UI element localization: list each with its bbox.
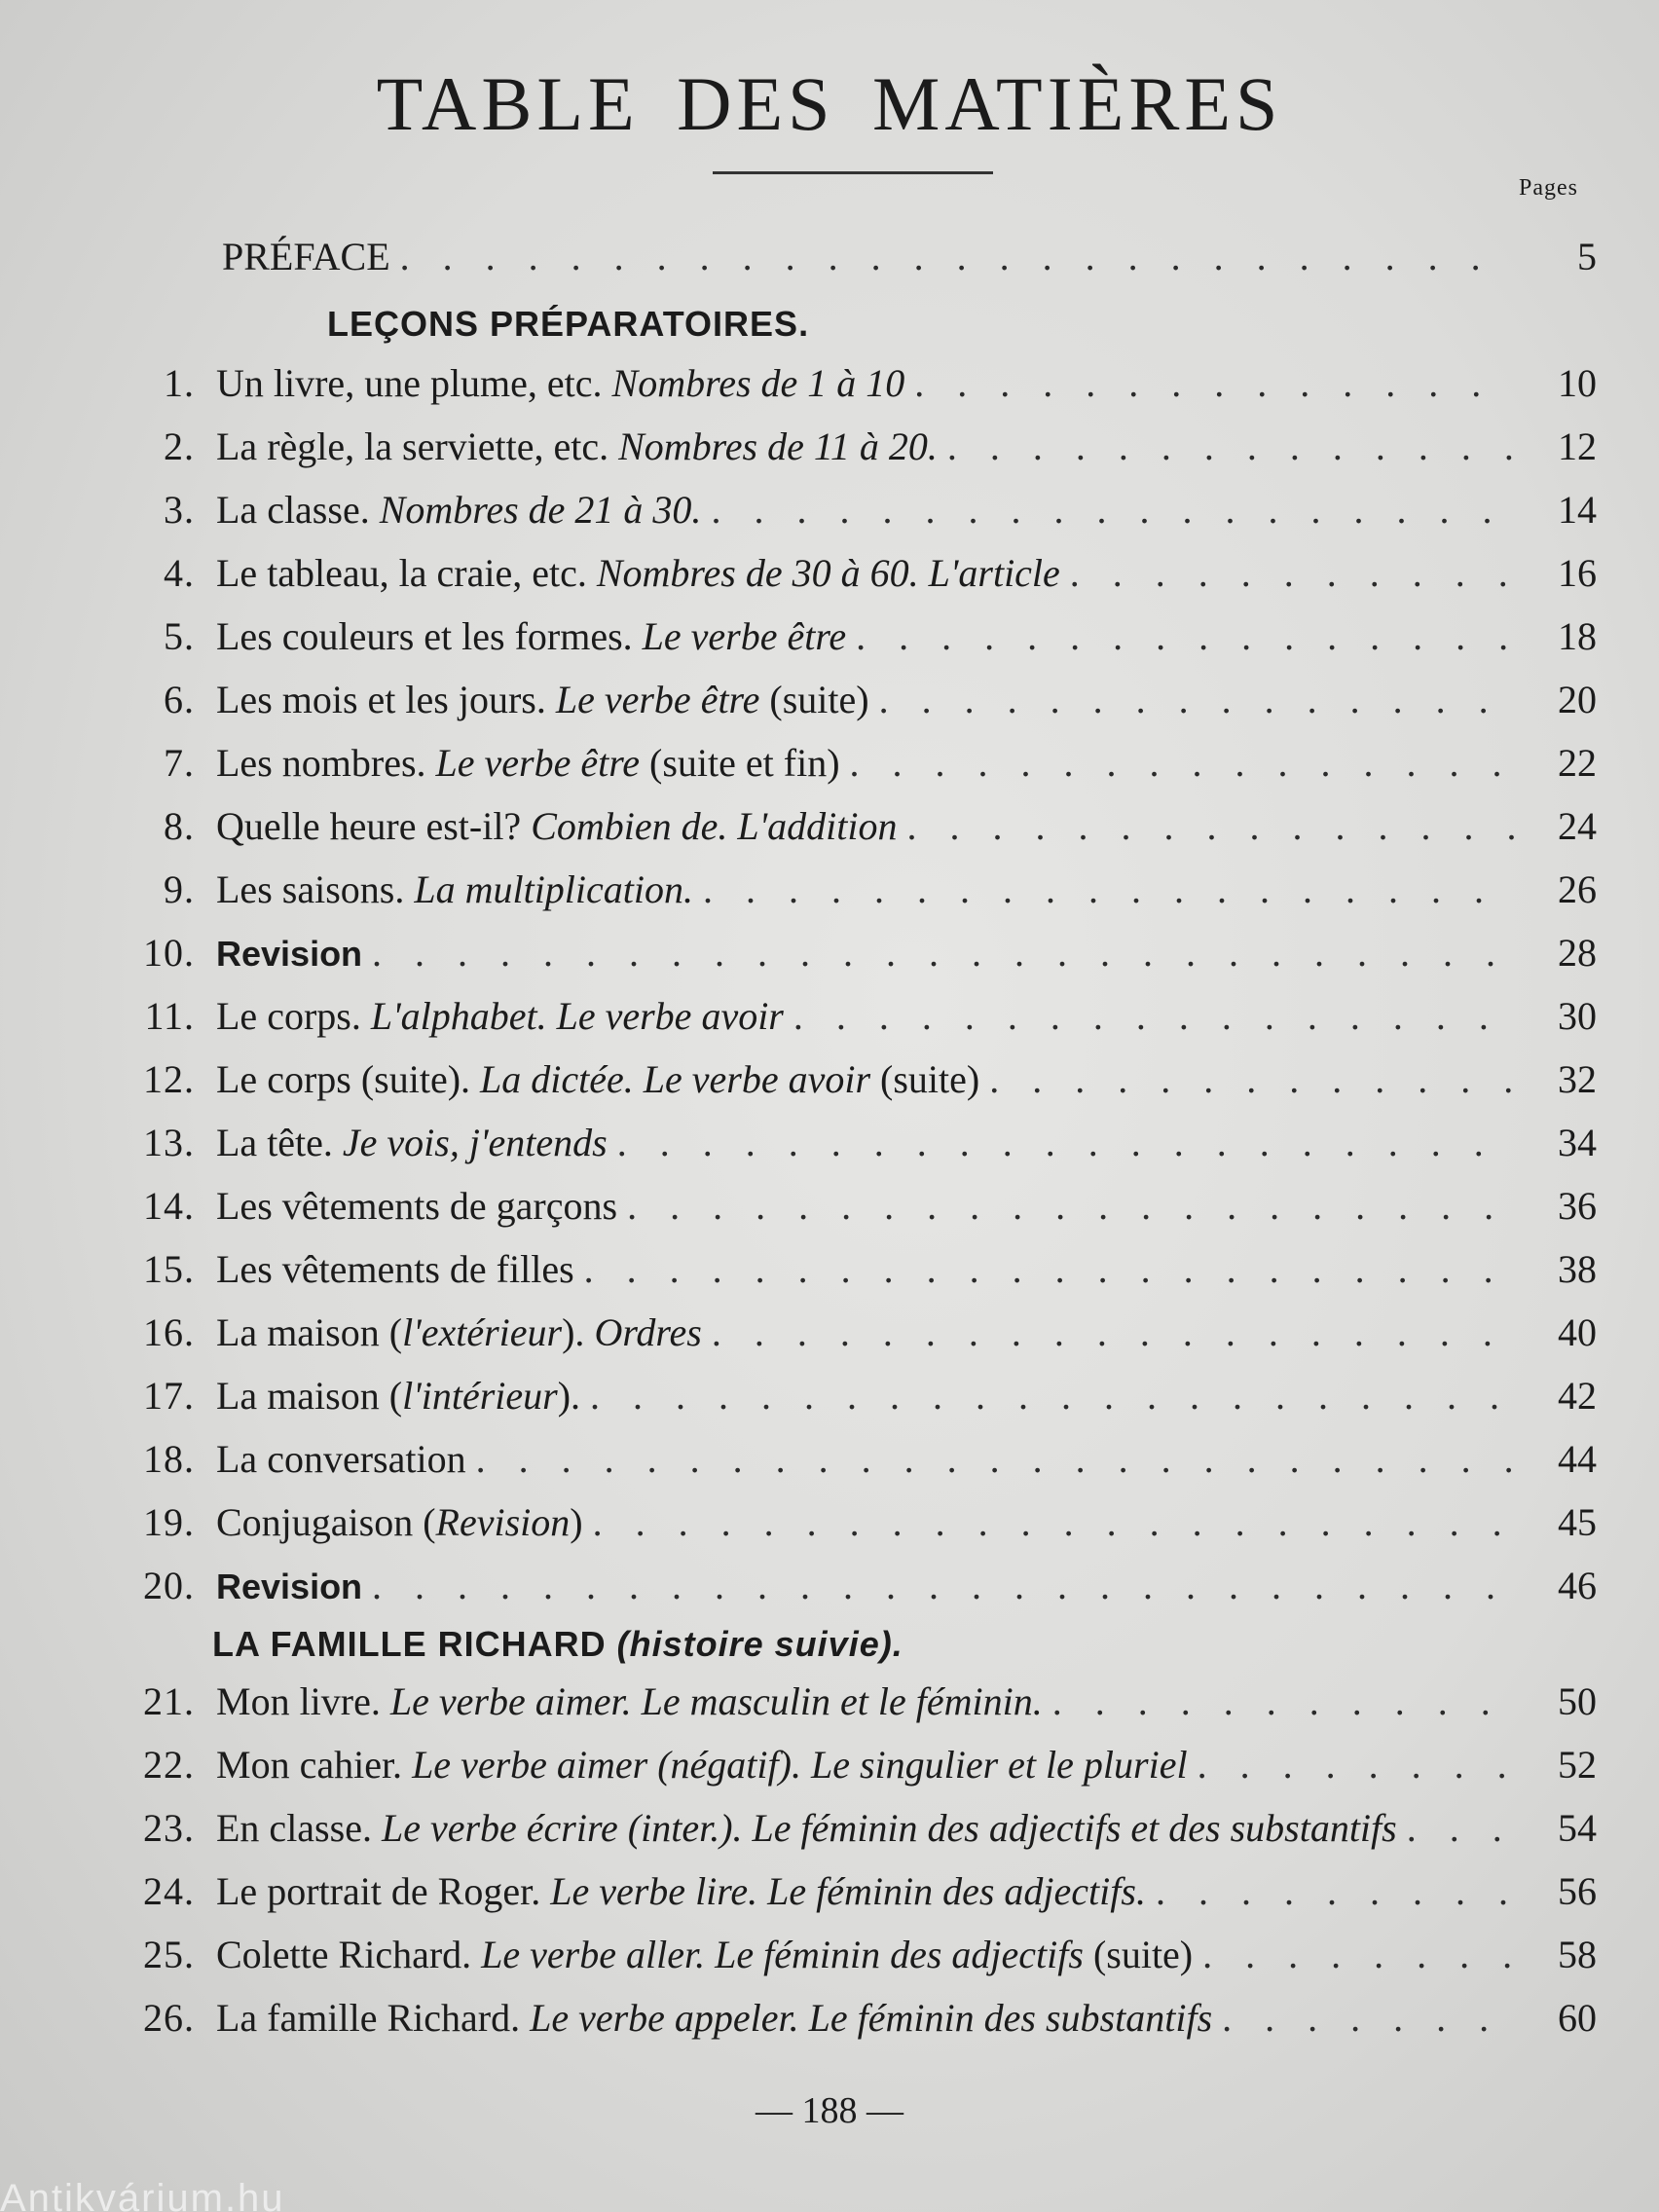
entry-title-text: Un livre, une plume, etc. bbox=[216, 361, 612, 405]
entry-title bbox=[216, 1805, 1397, 1851]
dot-leader bbox=[1156, 1868, 1515, 1914]
dot-leader bbox=[793, 993, 1515, 1039]
entry-number: 2. bbox=[164, 424, 195, 468]
entry-number: 20. bbox=[143, 1564, 195, 1607]
dot-leader bbox=[372, 930, 1515, 976]
entry-title bbox=[216, 993, 784, 1039]
entry-title-text: Mon cahier. bbox=[216, 1743, 413, 1787]
entry-number: 22. bbox=[143, 1743, 195, 1787]
toc-entry bbox=[117, 1246, 1597, 1301]
toc-entry bbox=[117, 1742, 1597, 1796]
entry-number: 1. bbox=[164, 361, 195, 405]
entry-title bbox=[216, 487, 701, 533]
entry-title-italic: Je vois, j'entends bbox=[342, 1121, 608, 1164]
dot-leader bbox=[400, 234, 1515, 279]
toc-entry bbox=[117, 803, 1597, 858]
entry-title-text: Les nombres. bbox=[216, 741, 436, 785]
dot-leader bbox=[711, 487, 1515, 533]
watermark: Antikvárium.hu bbox=[0, 2177, 285, 2212]
entry-number: 12. bbox=[143, 1057, 195, 1101]
entry-number: 13. bbox=[143, 1121, 195, 1164]
page-title: TABLE DES MATIÈRES bbox=[376, 61, 1283, 146]
toc-entry bbox=[117, 1563, 1597, 1617]
entry-title-text: Conjugaison ( bbox=[216, 1500, 436, 1544]
entry-title bbox=[216, 1246, 574, 1292]
entry-number: 9. bbox=[164, 867, 195, 911]
dot-leader bbox=[947, 424, 1515, 469]
entry-title-italic: Le verbe appeler. Le féminin des substantifs bbox=[530, 1996, 1213, 2040]
dot-leader bbox=[1052, 1678, 1515, 1724]
entry-title bbox=[216, 424, 938, 469]
preface-page: 5 bbox=[1577, 235, 1597, 278]
toc-entry bbox=[117, 550, 1597, 605]
entry-title-text: Le portrait de Roger. bbox=[216, 1869, 551, 1913]
entry-title-text: ). bbox=[557, 1374, 581, 1418]
toc-entry bbox=[117, 1309, 1597, 1364]
dot-leader bbox=[879, 677, 1515, 722]
entry-title-text: Les vêtements de garçons bbox=[216, 1184, 618, 1228]
entry-page: 34 bbox=[1558, 1121, 1597, 1164]
toc-entry bbox=[117, 1678, 1597, 1733]
entry-page: 36 bbox=[1558, 1184, 1597, 1228]
entry-title-text: La maison ( bbox=[216, 1374, 403, 1418]
entry-number: 7. bbox=[164, 741, 195, 785]
dot-leader bbox=[712, 1309, 1515, 1355]
entry-title bbox=[216, 550, 1060, 596]
entry-title-text: (suite) bbox=[759, 678, 869, 721]
entry-number: 4. bbox=[164, 551, 195, 595]
entry-title-italic: Le verbe aller. Le féminin des adjectifs bbox=[481, 1933, 1084, 1976]
dot-leader bbox=[907, 803, 1515, 849]
entry-number: 10. bbox=[143, 931, 195, 975]
entry-title-text: Les saisons. bbox=[216, 867, 415, 911]
toc-entry bbox=[117, 1056, 1597, 1111]
entry-page: 42 bbox=[1558, 1374, 1597, 1418]
entry-title bbox=[216, 1309, 702, 1355]
entry-title-text: La conversation bbox=[216, 1437, 466, 1481]
entry-page: 32 bbox=[1558, 1057, 1597, 1101]
dot-leader bbox=[1407, 1805, 1515, 1851]
page-number-footer: — 188 — bbox=[756, 2090, 903, 2131]
toc-entry bbox=[117, 1373, 1597, 1427]
entry-number: 21. bbox=[143, 1679, 195, 1723]
dot-leader bbox=[703, 866, 1515, 912]
section-heading-lecons: LEÇONS PRÉPARATOIRES. bbox=[327, 304, 810, 344]
entry-page: 16 bbox=[1558, 551, 1597, 595]
entry-number: 11. bbox=[144, 994, 195, 1038]
section-heading-famille-text: LA FAMILLE RICHARD bbox=[212, 1624, 617, 1664]
entry-title-text: Les mois et les jours. bbox=[216, 678, 556, 721]
entry-title-text: La famille Richard. bbox=[216, 1996, 531, 2040]
entry-page: 10 bbox=[1558, 361, 1597, 405]
toc-entry bbox=[117, 1932, 1597, 1986]
entry-page: 46 bbox=[1558, 1564, 1597, 1607]
entry-page: 52 bbox=[1558, 1743, 1597, 1787]
entry-page: 56 bbox=[1558, 1869, 1597, 1913]
entry-title-text: Les vêtements de filles bbox=[216, 1247, 574, 1291]
entry-title-italic: Nombres de 30 à 60. L'article bbox=[596, 551, 1060, 595]
entry-title-italic: La dictée. Le verbe avoir bbox=[480, 1057, 871, 1101]
dot-leader bbox=[1198, 1742, 1515, 1788]
entry-title-text: En classe. bbox=[216, 1806, 382, 1850]
entry-page: 18 bbox=[1558, 614, 1597, 658]
title-underline bbox=[713, 171, 993, 174]
entry-title bbox=[216, 1678, 1043, 1724]
entry-title-text: (suite) bbox=[1083, 1933, 1194, 1976]
entry-title-text: Les couleurs et les formes. bbox=[216, 614, 643, 658]
entry-title bbox=[216, 1563, 362, 1608]
toc-entry bbox=[117, 740, 1597, 794]
entry-number: 25. bbox=[143, 1933, 195, 1976]
entry-title-text: ) bbox=[570, 1500, 583, 1544]
dot-leader bbox=[850, 740, 1515, 786]
toc-entry bbox=[117, 1805, 1597, 1860]
entry-number: 26. bbox=[143, 1996, 195, 2040]
entry-title-italic: l'intérieur bbox=[402, 1374, 558, 1418]
entry-title bbox=[216, 1932, 1193, 1977]
entry-title bbox=[216, 866, 693, 912]
entry-title-text: La maison ( bbox=[216, 1310, 403, 1354]
toc-entry bbox=[117, 487, 1597, 541]
toc-entry bbox=[117, 1995, 1597, 2049]
entry-title-text: Le corps. bbox=[216, 994, 371, 1038]
toc-entry bbox=[117, 1120, 1597, 1174]
entry-title-text: Mon livre. bbox=[216, 1679, 390, 1723]
entry-title-italic: Le verbe écrire (inter.). Le féminin des adjectifs et des substantifs bbox=[381, 1806, 1397, 1850]
entry-page: 45 bbox=[1558, 1500, 1597, 1544]
entry-number: 5. bbox=[164, 614, 195, 658]
entry-page: 22 bbox=[1558, 741, 1597, 785]
preface-label: PRÉFACE bbox=[222, 235, 390, 278]
entry-page: 30 bbox=[1558, 994, 1597, 1038]
entry-title bbox=[216, 740, 840, 786]
entry-page: 24 bbox=[1558, 804, 1597, 848]
toc-entry bbox=[117, 866, 1597, 921]
toc-entry bbox=[117, 930, 1597, 984]
dot-leader bbox=[1222, 1995, 1515, 2041]
entry-page: 54 bbox=[1558, 1806, 1597, 1850]
entry-title-italic: Le verbe aimer (négatif). Le singulier et le pluriel bbox=[412, 1743, 1188, 1787]
dot-leader bbox=[989, 1056, 1515, 1102]
entry-title-text: Colette Richard. bbox=[216, 1933, 482, 1976]
entry-number: 23. bbox=[143, 1806, 195, 1850]
toc-entry-preface bbox=[222, 234, 1597, 288]
entry-title bbox=[216, 1056, 979, 1102]
entry-title-italic: Le verbe être bbox=[435, 741, 641, 785]
entry-page: 58 bbox=[1558, 1933, 1597, 1976]
dot-leader bbox=[1070, 550, 1515, 596]
entry-number: 24. bbox=[143, 1869, 195, 1913]
entry-number: 17. bbox=[143, 1374, 195, 1418]
entry-title bbox=[216, 930, 362, 976]
entry-title bbox=[216, 677, 869, 722]
entry-title-text: Le tableau, la craie, etc. bbox=[216, 551, 597, 595]
dot-leader bbox=[476, 1436, 1515, 1482]
entry-page: 14 bbox=[1558, 488, 1597, 532]
entry-page: 50 bbox=[1558, 1679, 1597, 1723]
entry-title-italic: Ordres bbox=[594, 1310, 702, 1354]
entry-title-italic: l'extérieur bbox=[402, 1310, 563, 1354]
entry-title-text: (suite et fin) bbox=[640, 741, 840, 785]
entry-page: 12 bbox=[1558, 424, 1597, 468]
toc-entry bbox=[117, 1868, 1597, 1923]
entry-title-italic: La multiplication. bbox=[414, 867, 694, 911]
entry-title-text: ). bbox=[562, 1310, 595, 1354]
entry-page: 44 bbox=[1558, 1437, 1597, 1481]
entry-title-text: Revision bbox=[216, 1567, 363, 1606]
entry-title bbox=[216, 1183, 617, 1229]
entry-page: 28 bbox=[1558, 931, 1597, 975]
section-heading-famille-subtitle: (histoire suivie). bbox=[616, 1624, 903, 1664]
entry-title bbox=[216, 1742, 1188, 1788]
pages-column-label: Pages bbox=[1519, 175, 1578, 201]
entry-number: 16. bbox=[143, 1310, 195, 1354]
entry-title bbox=[216, 1868, 1146, 1914]
entry-page: 38 bbox=[1558, 1247, 1597, 1291]
entry-title-italic: Combien de. L'addition bbox=[531, 804, 898, 848]
entry-number: 3. bbox=[164, 488, 195, 532]
toc-entry bbox=[117, 677, 1597, 731]
entry-page: 60 bbox=[1558, 1996, 1597, 2040]
dot-leader bbox=[593, 1499, 1515, 1545]
entry-number: 6. bbox=[164, 678, 195, 721]
entry-title-italic: Nombres de 1 à 10 bbox=[611, 361, 905, 405]
dot-leader bbox=[914, 360, 1515, 406]
entry-title-italic: Le verbe être bbox=[642, 614, 847, 658]
entry-page: 40 bbox=[1558, 1310, 1597, 1354]
entry-title-text: Le corps (suite). bbox=[216, 1057, 481, 1101]
entry-title bbox=[216, 1995, 1212, 2041]
entry-title-italic: Nombres de 21 à 30. bbox=[379, 488, 702, 532]
dot-leader bbox=[1202, 1932, 1515, 1977]
entry-title bbox=[216, 1120, 608, 1165]
dot-leader bbox=[584, 1246, 1515, 1292]
dot-leader bbox=[856, 613, 1515, 659]
entry-title bbox=[216, 1373, 580, 1419]
entry-title-italic: Le verbe être bbox=[555, 678, 760, 721]
entry-page: 20 bbox=[1558, 678, 1597, 721]
section-heading-famille bbox=[212, 1624, 903, 1665]
entry-number: 18. bbox=[143, 1437, 195, 1481]
toc-entry bbox=[117, 1436, 1597, 1491]
dot-leader bbox=[627, 1183, 1515, 1229]
entry-title-text: La classe. bbox=[216, 488, 380, 532]
dot-leader bbox=[590, 1373, 1515, 1419]
entry-title-italic: L'alphabet. Le verbe avoir bbox=[370, 994, 784, 1038]
entry-title bbox=[216, 1436, 466, 1482]
entry-title bbox=[216, 613, 846, 659]
entry-title-text: La règle, la serviette, etc. bbox=[216, 424, 619, 468]
entry-number: 19. bbox=[143, 1500, 195, 1544]
entry-title bbox=[216, 360, 904, 406]
toc-entry bbox=[117, 613, 1597, 668]
entry-title-text: (suite) bbox=[870, 1057, 980, 1101]
entry-page: 26 bbox=[1558, 867, 1597, 911]
toc-entry bbox=[117, 993, 1597, 1048]
toc-entry bbox=[117, 1499, 1597, 1554]
entry-title-italic: Le verbe lire. Le féminin des adjectifs. bbox=[550, 1869, 1146, 1913]
entry-title-italic: Revision bbox=[435, 1500, 571, 1544]
dot-leader bbox=[372, 1563, 1515, 1608]
entry-title-text: Revision bbox=[216, 934, 363, 974]
entry-title-italic: Nombres de 11 à 20. bbox=[618, 424, 938, 468]
entry-number: 8. bbox=[164, 804, 195, 848]
dot-leader bbox=[617, 1120, 1515, 1165]
entry-title-text: Quelle heure est-il? bbox=[216, 804, 532, 848]
toc-entry bbox=[117, 360, 1597, 415]
entry-title bbox=[216, 803, 898, 849]
toc-entry bbox=[117, 1183, 1597, 1237]
entry-number: 15. bbox=[143, 1247, 195, 1291]
entry-number: 14. bbox=[143, 1184, 195, 1228]
entry-title bbox=[216, 1499, 583, 1545]
entry-title-text: La tête. bbox=[216, 1121, 343, 1164]
toc-entry bbox=[117, 424, 1597, 478]
entry-title-italic: Le verbe aimer. Le masculin et le féminin. bbox=[389, 1679, 1043, 1723]
